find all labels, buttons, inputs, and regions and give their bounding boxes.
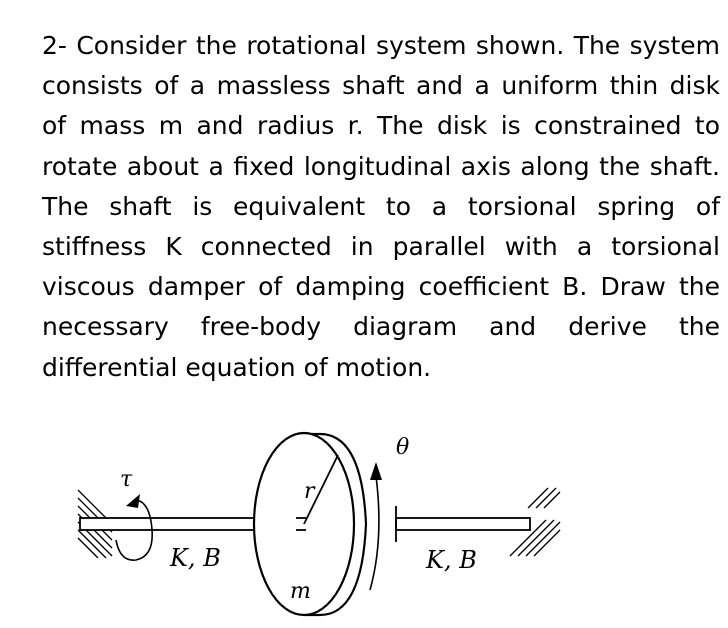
right-shaft	[396, 518, 530, 530]
rotational-system-diagram	[0, 410, 728, 628]
angle-label: θ	[396, 435, 410, 460]
radius-label: r	[304, 479, 315, 504]
angle-arrowhead	[370, 462, 382, 480]
mass-label: m	[290, 579, 311, 604]
angle-arrow	[370, 476, 379, 590]
right-shaft-label: K, B	[426, 546, 477, 574]
problem-statement: 2- Consider the rotational system shown. The system consists of a massless shaft and a uniform thin disk of mass m and radius r. The disk is constrained to rotate about a fixed longitudinal axis along the shaft. The shaft is equivalent to a torsional spring of stiffness K connected in parallel with a torsional viscous damper of damping coefficient B. Draw the necessary free-body diagram and derive the differential equation of motion.	[42, 31, 720, 382]
torque-arrowhead	[126, 494, 140, 508]
torque-label: τ	[120, 467, 133, 492]
left-shaft-label: K, B	[170, 544, 221, 572]
